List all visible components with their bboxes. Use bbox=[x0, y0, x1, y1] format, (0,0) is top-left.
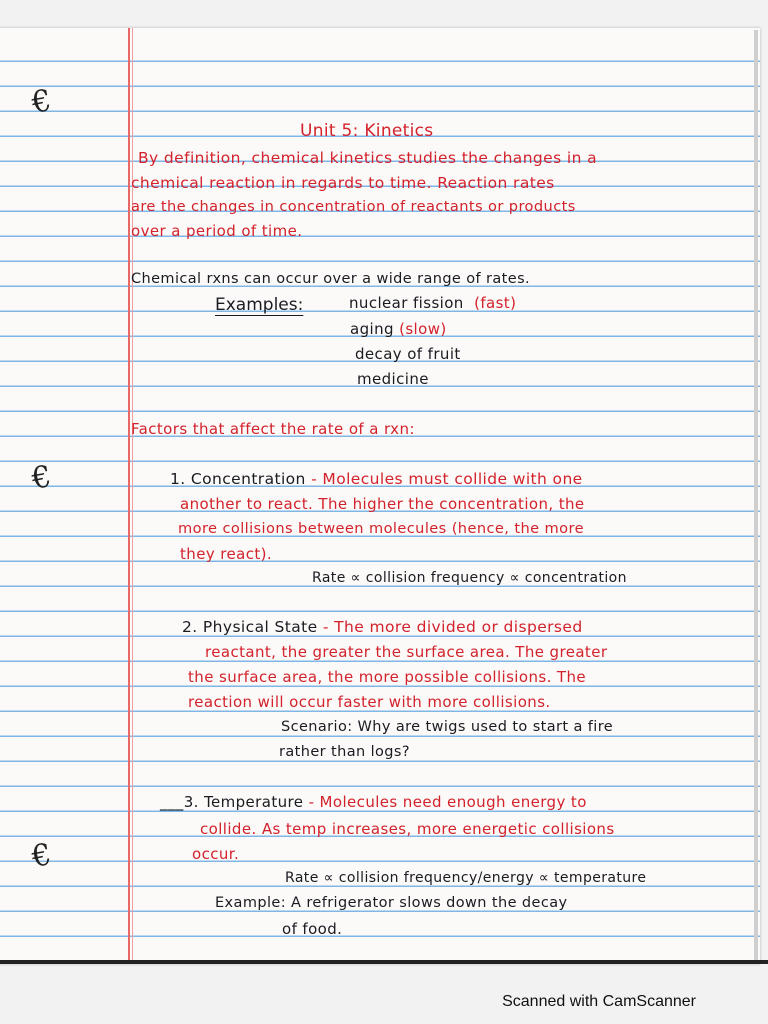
definition-line: are the changes in concentration of reactants or products bbox=[131, 198, 576, 215]
example-item: aging (slow) bbox=[350, 320, 447, 338]
binder-hole-icon: € bbox=[29, 837, 54, 875]
factor-3-text: - Molecules need enough energy to bbox=[308, 793, 587, 811]
factor-2-text: the surface area, the more possible collisions. The bbox=[188, 668, 587, 686]
example-item: nuclear fission (fast) bbox=[349, 294, 517, 312]
factor-3-label: 3. Temperature bbox=[183, 793, 304, 811]
factor-1-label: 1. Concentration bbox=[170, 470, 306, 488]
factor-2-text: - The more divided or dispersed bbox=[322, 618, 583, 636]
example-item: decay of fruit bbox=[355, 345, 461, 363]
factor-3-example: of food. bbox=[282, 920, 343, 938]
factor-3-example: Example: A refrigerator slows down the decay bbox=[215, 895, 568, 911]
margin-line bbox=[128, 28, 130, 964]
factor-1-text: another to react. The higher the concentration, the bbox=[180, 495, 585, 513]
definition-line: By definition, chemical kinetics studies the changes in a bbox=[138, 149, 598, 167]
factor-3-text: collide. As temp increases, more energetic collisions bbox=[200, 820, 615, 838]
factor-1-relation: Rate ∝ collision frequency ∝ concentration bbox=[312, 570, 627, 586]
binder-hole-icon: € bbox=[29, 83, 54, 121]
definition-line: over a period of time. bbox=[131, 222, 303, 240]
example-item: medicine bbox=[357, 370, 429, 388]
definition-line: chemical reaction in regards to time. Reaction rates bbox=[131, 174, 555, 192]
binder-hole-icon: € bbox=[29, 459, 54, 497]
factor-2-scenario: Scenario: Why are twigs used to start a fire bbox=[281, 719, 614, 735]
factor-1-row bbox=[170, 470, 583, 488]
margin-line-shadow bbox=[132, 28, 133, 964]
page-edge bbox=[754, 30, 758, 962]
factor-3-relation: Rate ∝ collision frequency/energy ∝ temperature bbox=[285, 870, 647, 886]
factor-1-text: more collisions between molecules (hence, the more bbox=[178, 520, 584, 537]
page-bottom-edge bbox=[0, 960, 768, 964]
factor-2-text: reactant, the greater the surface area. The greater bbox=[205, 643, 608, 661]
rates-intro: Chemical rxns can occur over a wide range of rates. bbox=[131, 271, 531, 287]
factor-2-scenario: rather than logs? bbox=[279, 744, 410, 760]
factor-1-text: - Molecules must collide with one bbox=[311, 470, 583, 488]
scanner-watermark: Scanned with CamScanner bbox=[502, 993, 696, 1010]
examples-label: Examples: bbox=[215, 295, 304, 315]
factors-heading: Factors that affect the rate of a rxn: bbox=[131, 420, 415, 438]
page-title: Unit 5: Kinetics bbox=[300, 121, 434, 141]
factor-2-row bbox=[182, 618, 583, 636]
factor-3-text: occur. bbox=[192, 845, 240, 863]
factor-3-row: ___3. Temperature - Molecules need enough energy to bbox=[160, 793, 587, 811]
factor-2-text: reaction will occur faster with more collisions. bbox=[188, 693, 551, 711]
factor-1-text: they react). bbox=[180, 545, 273, 563]
factor-2-label: 2. Physical State bbox=[182, 618, 318, 636]
